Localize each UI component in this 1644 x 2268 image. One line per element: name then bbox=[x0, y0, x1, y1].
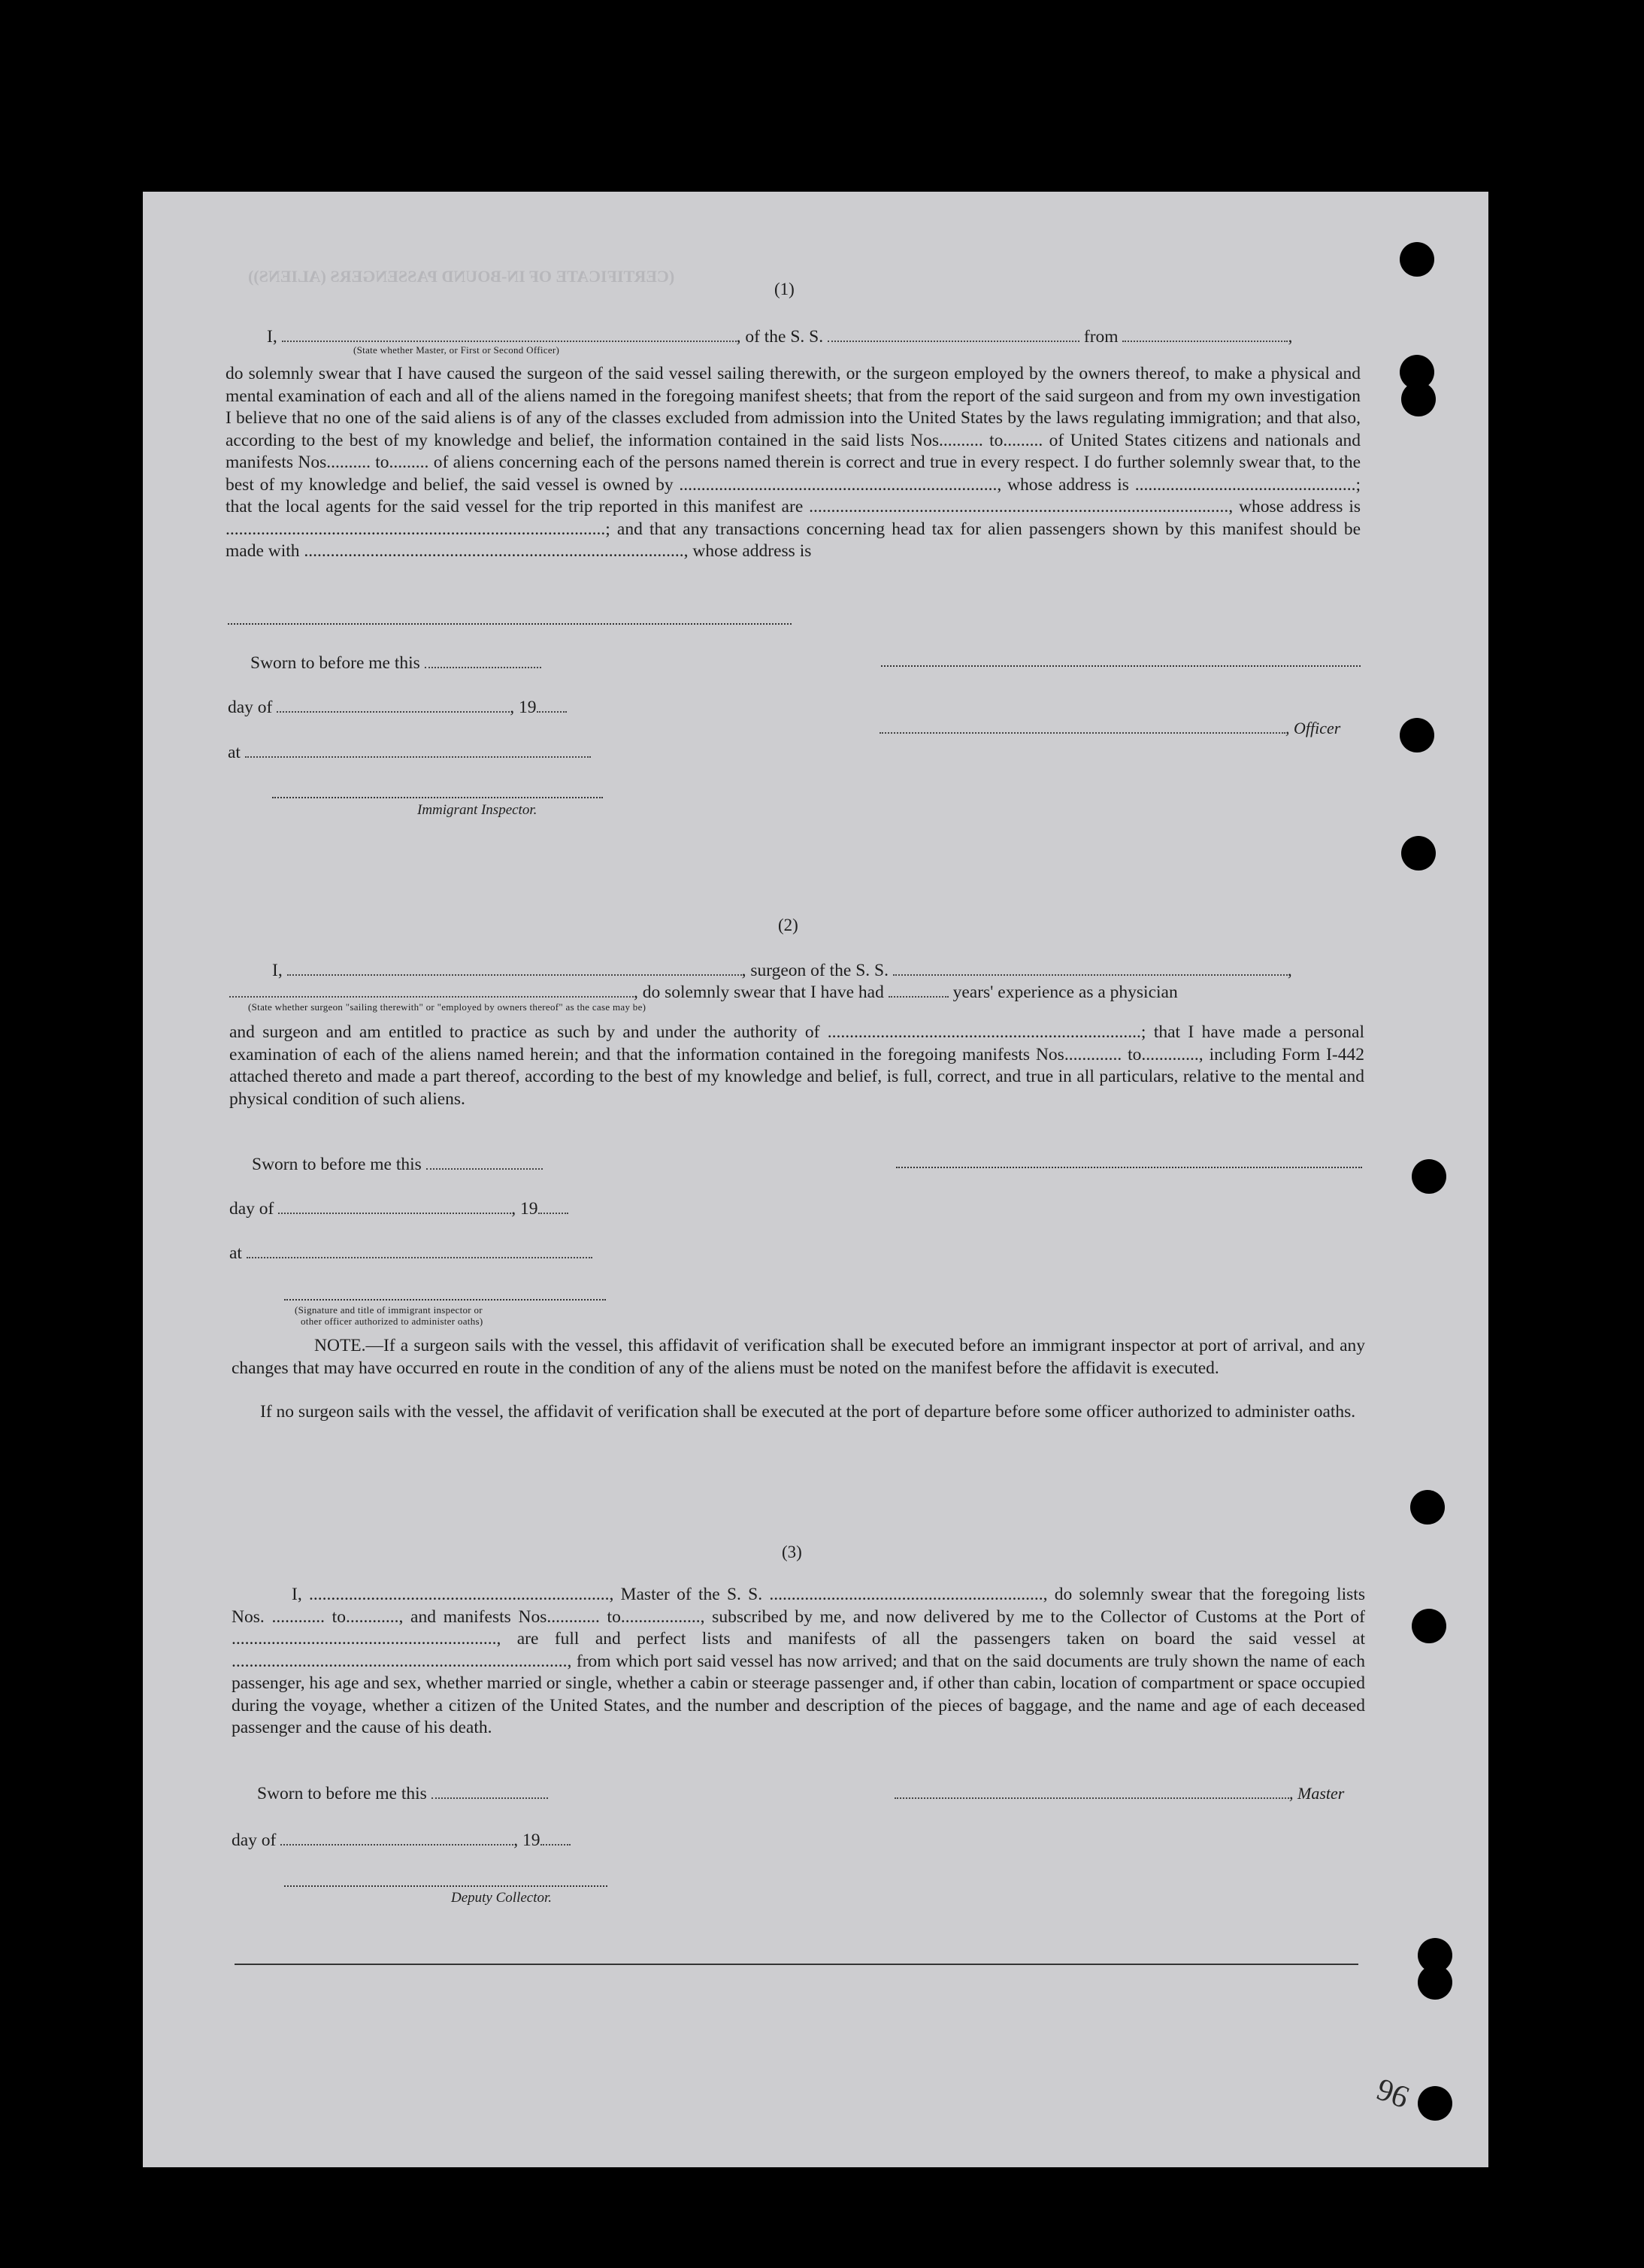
margin-number: 96 bbox=[1372, 2071, 1414, 2115]
punch-hole bbox=[1418, 2086, 1452, 2121]
section-1-paragraph: do solemnly swear that I have caused the surgeon of the said vessel sailing therewith, or the surgeon employed by the owners thereof, to make a physical and mental examination of each and all of the aliens named in the foregoing manifest sheets; that from the report of the said surgeon and from my own investigation I believe that no one of the said aliens is of any of the classes excluded from admission into the United States by the laws regulating immigration; and that also, according to the best of my knowledge and belief, the information contained in the said lists Nos.......... to......... of United States citizens and nationals and manifests Nos.......... to......... of aliens concerning each of the persons named therein is correct and true in every respect. I do further solemnly swear that, to the best of my knowledge and belief, the said vessel is owned by ........................................................................, whose address is ..................................................; that the local agents for the said vessel for the trip reported in this manifest are ..............................................................................................., whose address is ......................................................................................; and that any transactions concerning head tax for alien passengers shown by this manifest should be made with ......................................................................................, whose address is bbox=[226, 364, 1361, 561]
section-2-inspector-line bbox=[284, 1299, 606, 1301]
section-2-paragraph: and surgeon and am entitled to practice as such by and under the authority of .......................................................................; that I have made a personal examination of each of the aliens named herein; and that the information contained in the foregoing manifests Nos............. to............., including Form I-442 attached thereto and made a part thereof, according to the best of my knowledge and belief, is full, correct, and true in all particulars, relative to the mental and physical condition of such aliens. bbox=[229, 1022, 1364, 1109]
section-2-sworn: Sworn to before me this bbox=[252, 1152, 543, 1175]
section-2-sig-caption-2: other officer authorized to administer oaths) bbox=[301, 1316, 483, 1327]
bottom-rule bbox=[235, 1964, 1358, 1965]
section-3-paragraph: I, ...................................................................., Master of the S. S. .............................................................., do solemnly swear that the foregoing lists Nos. ............ to............, and manifests Nos............ to.................., subscribed by me, and now delivered by me to the Collector of Customs at the Port of ............................................................, are full and perfect lists and manifests of all the passengers taken on board the said vessel at ............................................................................, from which port said vessel has now arrived; and that on the said documents are truly shown the name of each passenger, his age and sex, whether married or single, whether a cabin or steerage passenger and, if other than cabin, location of compartment or space occupied during the voyage, whether a citizen of the United States, and the number and description of the pieces of baggage, and the name and age of each deceased passenger and the cause of his death. bbox=[232, 1585, 1365, 1737]
section-1-address-line bbox=[228, 623, 792, 625]
section-3-collector-label: Deputy Collector. bbox=[451, 1890, 553, 1906]
punch-hole bbox=[1400, 242, 1434, 277]
punch-hole bbox=[1418, 1965, 1452, 2000]
section-1-of-the-ss: , of the S. S. bbox=[736, 327, 824, 347]
section-1-inspector-line bbox=[272, 797, 603, 798]
punch-hole bbox=[1412, 1609, 1446, 1643]
section-1-i: I, bbox=[267, 327, 277, 347]
section-1-day-of: day of , 19 bbox=[228, 695, 567, 718]
punch-hole bbox=[1401, 836, 1436, 871]
section-1-officer-label: , Officer bbox=[1285, 719, 1341, 738]
section-3-day-of: day of , 19 bbox=[232, 1828, 571, 1851]
section-3-collector-line bbox=[284, 1885, 607, 1887]
section-2-line-2: , do solemnly swear that I have had years' experience as a physician bbox=[229, 980, 1178, 1003]
section-1-number: (1) bbox=[774, 280, 795, 298]
section-2-number: (2) bbox=[778, 916, 798, 934]
punch-hole bbox=[1412, 1159, 1446, 1194]
section-2-at: at bbox=[229, 1241, 592, 1264]
punch-hole bbox=[1410, 1490, 1445, 1525]
section-1-inspector-label: Immigrant Inspector. bbox=[417, 802, 537, 818]
bleed-through-header: (CERTIFICATE OF IN-BOUND PASSENGERS (ALIENS)) bbox=[248, 267, 675, 286]
punch-hole bbox=[1401, 382, 1436, 416]
section-1-at: at bbox=[228, 740, 591, 763]
section-2-day-of: day of , 19 bbox=[229, 1197, 568, 1219]
section-3-number: (3) bbox=[782, 1543, 802, 1561]
section-2-signature-line bbox=[896, 1167, 1362, 1168]
section-1-officer-line bbox=[880, 716, 1340, 739]
section-1-line-1: I, , of the S. S. from , bbox=[267, 325, 1292, 347]
section-1-from: from bbox=[1083, 327, 1119, 347]
section-2-sig-caption-1: (Signature and title of immigrant inspector or bbox=[295, 1304, 483, 1316]
section-2-caption: (State whether surgeon "sailing therewith" or "employed by owners thereof" as the case may be) bbox=[248, 1001, 646, 1013]
section-2-line-1: I, , surgeon of the S. S. , bbox=[272, 958, 1292, 981]
punch-hole bbox=[1400, 718, 1434, 752]
section-2-note-2: If no surgeon sails with the vessel, the affidavit of verification shall be executed at the port of departure before some officer authorized to administer oaths. bbox=[260, 1402, 1356, 1422]
section-3-sworn: Sworn to before me this bbox=[257, 1782, 548, 1804]
section-3-master-line bbox=[895, 1782, 1344, 1804]
section-1-caption: (State whether Master, or First or Second Officer) bbox=[353, 344, 560, 356]
section-1-signature-line bbox=[881, 665, 1361, 667]
section-1-sworn: Sworn to before me this bbox=[250, 651, 541, 674]
section-3-master-label: , Master bbox=[1289, 1784, 1345, 1803]
section-2-note-1: NOTE.—If a surgeon sails with the vessel, this affidavit of verification shall be executed before an immigrant inspector at port of arrival, and any changes that may have occurred en route in the condition of any of the aliens must be noted on the manifest before the affidavit is executed. bbox=[232, 1336, 1365, 1378]
